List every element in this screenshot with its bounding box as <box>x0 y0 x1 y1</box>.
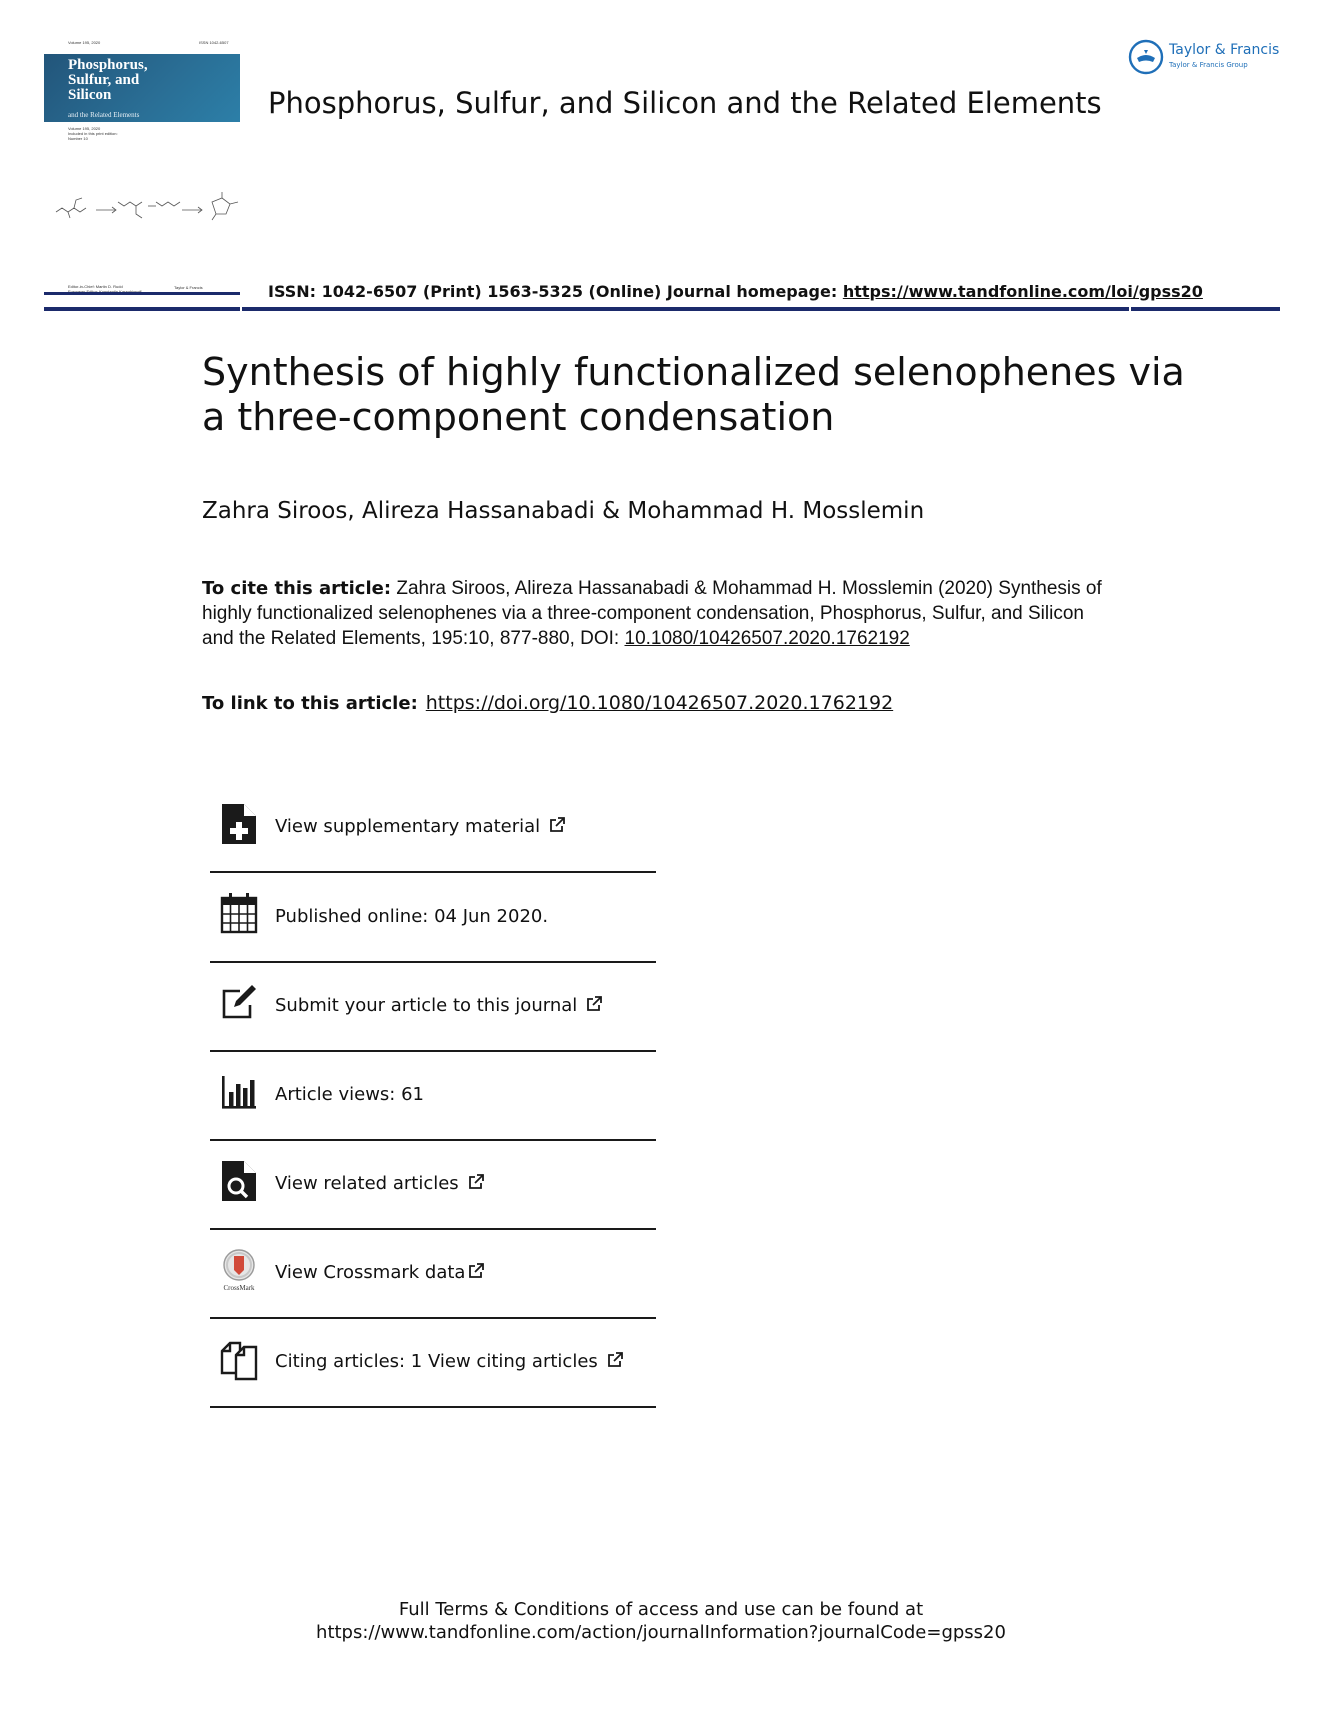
file-plus-icon <box>220 802 258 846</box>
article-views-row <box>210 1052 656 1141</box>
footer-terms <box>0 1598 1322 1644</box>
crossmark-label: View Crossmark data <box>275 1262 485 1283</box>
journal-cover-image <box>44 38 240 296</box>
article-views-label: Article views: 61 <box>275 1084 424 1105</box>
row-divider <box>210 871 656 873</box>
article-link-block <box>202 692 893 714</box>
external-link-icon <box>606 1351 624 1369</box>
cover-editors: Editor-in-Chief: Martin D. Rudd <box>68 284 123 289</box>
cover-title-block <box>44 54 240 122</box>
journal-homepage-link[interactable]: https://www.tandfonline.com/loi/gpss20 <box>842 282 1203 301</box>
citation-block <box>202 576 1102 651</box>
file-search-icon <box>220 1159 258 1203</box>
submit-article-label: Submit your article to this journal <box>275 995 603 1016</box>
row-divider <box>210 1406 656 1408</box>
cover-subtitle: and the Related Elements <box>68 111 140 119</box>
article-doi-url-link[interactable]: https://doi.org/10.1080/10426507.2020.1762192 <box>425 692 894 714</box>
external-link-icon <box>467 1173 485 1191</box>
citation-label: To cite this article: <box>202 578 392 599</box>
taylor-francis-logo[interactable] <box>1127 38 1287 76</box>
footer-line-1: Full Terms & Conditions of access and use can be found at <box>398 1599 924 1620</box>
cover-issn: ISSN 1042-6507 <box>199 40 229 45</box>
footer-terms-link[interactable]: https://www.tandfonline.com/action/journalInformation?journalCode=gpss20 <box>316 1622 1006 1643</box>
cover-title: Phosphorus, Sulfur, and Silicon <box>68 57 148 103</box>
publisher-group: Taylor & Francis Group <box>1169 61 1248 69</box>
article-link-label: To link to this article: <box>202 693 418 714</box>
edit-icon <box>220 981 258 1025</box>
taylor-francis-emblem-icon <box>1127 38 1165 76</box>
cover-top-strip <box>44 38 240 54</box>
cover-meta: Volume 195, 2020 Included in this print edition: Number 10 <box>68 126 118 141</box>
external-link-icon <box>467 1262 485 1280</box>
journal-title: Phosphorus, Sulfur, and Silicon and the Related Elements <box>268 86 1102 120</box>
crossmark-icon <box>220 1248 258 1292</box>
related-articles-row[interactable] <box>210 1141 656 1230</box>
crossmark-row[interactable] <box>210 1230 656 1319</box>
supplementary-material-row[interactable] <box>210 784 656 873</box>
citing-articles-label: Citing articles: 1 View citing articles <box>275 1351 624 1372</box>
submit-article-row[interactable] <box>210 963 656 1052</box>
cover-volume: Volume 195, 2020 <box>68 40 101 45</box>
issn-text: ISSN: 1042-6507 (Print) 1563-5325 (Online) Journal homepage: <box>268 282 843 301</box>
external-link-icon <box>548 816 566 834</box>
cover-reaction-scheme <box>52 188 242 226</box>
crossmark-logo-text: CrossMark <box>223 1284 255 1292</box>
related-articles-label: View related articles <box>275 1173 485 1194</box>
published-online-row <box>210 874 656 963</box>
published-online-label: Published online: 04 Jun 2020. <box>275 906 549 927</box>
citation-text: Zahra Siroos, Alireza Hassanabadi & Mohammad H. Mosslemin (2020) Synthesis of highly functionalized selenophenes via a three-component condensation, Phosphorus, Sulfur, and Silicon and the Related Elements, 195:10, 877-880, DOI: <box>202 578 1102 649</box>
bar-chart-icon <box>220 1070 258 1114</box>
citing-articles-row[interactable] <box>210 1319 656 1408</box>
calendar-icon <box>220 892 258 936</box>
cover-publisher: Taylor & Francis <box>174 285 203 290</box>
supplementary-material-label: View supplementary material <box>275 816 566 837</box>
external-link-icon <box>585 995 603 1013</box>
citation-doi-link[interactable]: 10.1080/10426507.2020.1762192 <box>624 628 910 649</box>
issn-line <box>268 282 1203 301</box>
article-authors: Zahra Siroos, Alireza Hassanabadi & Mohammad H. Mosslemin <box>202 498 925 524</box>
cover-bottom-rule <box>44 292 240 295</box>
copy-documents-icon <box>220 1337 258 1381</box>
header-rule <box>44 307 1280 311</box>
article-title: Synthesis of highly functionalized selenophenes via a three-component condensation <box>202 350 1185 439</box>
publisher-name: Taylor & Francis <box>1169 42 1280 58</box>
